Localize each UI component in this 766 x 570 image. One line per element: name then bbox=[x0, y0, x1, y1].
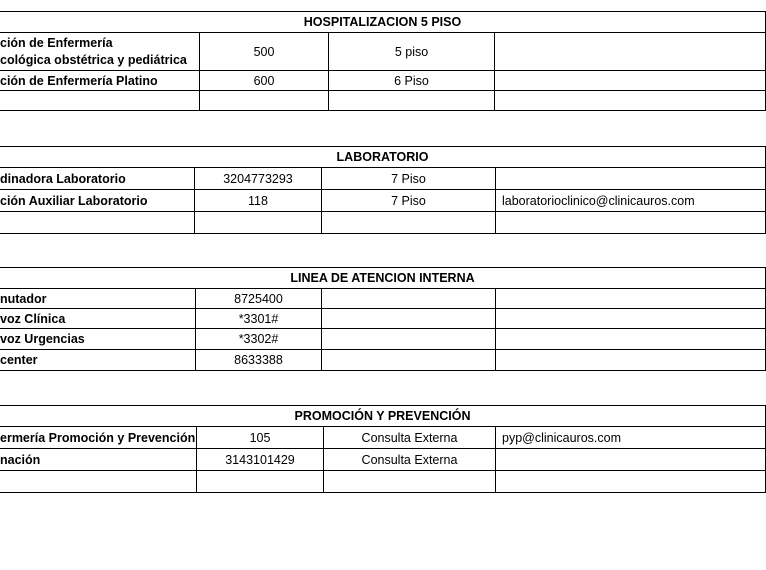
table-cell-name bbox=[0, 91, 200, 111]
table-cell-extension: *3302# bbox=[196, 329, 322, 350]
table-cell-email bbox=[496, 329, 766, 350]
table-cell-name: center bbox=[0, 350, 196, 371]
table-cell-email bbox=[496, 212, 766, 234]
table-cell-name: nación bbox=[0, 449, 197, 471]
table-cell-email bbox=[495, 33, 766, 71]
table-cell-location bbox=[322, 289, 496, 309]
table-cell-email bbox=[495, 91, 766, 111]
table-cell-extension: 3143101429 bbox=[197, 449, 324, 471]
table-cell-extension: 8633388 bbox=[196, 350, 322, 371]
table-cell-name: voz Urgencias bbox=[0, 329, 196, 350]
table-cell-extension: *3301# bbox=[196, 309, 322, 329]
section-header-promocion: PROMOCIÓN Y PREVENCIÓN bbox=[0, 405, 766, 427]
table-cell-extension bbox=[197, 471, 324, 493]
table-cell-extension: 8725400 bbox=[196, 289, 322, 309]
table-cell-email bbox=[496, 449, 766, 471]
table-cell-extension: 500 bbox=[200, 33, 329, 71]
table-cell-email bbox=[496, 289, 766, 309]
table-cell-location bbox=[322, 212, 496, 234]
table-cell-location: 6 Piso bbox=[329, 71, 495, 91]
table-cell-location: Consulta Externa bbox=[324, 449, 496, 471]
table-cell-name: ción de Enfermería Platino bbox=[0, 71, 200, 91]
table-cell-extension bbox=[200, 91, 329, 111]
table-cell-email bbox=[496, 168, 766, 190]
section-header-hospitalizacion: HOSPITALIZACION 5 PISO bbox=[0, 11, 766, 33]
table-cell-location: 5 piso bbox=[329, 33, 495, 71]
table-cell-location: Consulta Externa bbox=[324, 427, 496, 449]
table-cell-location bbox=[322, 309, 496, 329]
section-header-laboratorio: LABORATORIO bbox=[0, 146, 766, 168]
table-cell-name: ermería Promoción y Prevención bbox=[0, 427, 197, 449]
table-cell-name: voz Clínica bbox=[0, 309, 196, 329]
table-cell-location bbox=[322, 350, 496, 371]
table-cell-name: dinadora Laboratorio bbox=[0, 168, 195, 190]
table-cell-name: nutador bbox=[0, 289, 196, 309]
table-cell-email: pyp@clinicauros.com bbox=[496, 427, 766, 449]
table-cell-location: 7 Piso bbox=[322, 190, 496, 212]
table-cell-location bbox=[329, 91, 495, 111]
table-cell-extension: 3204773293 bbox=[195, 168, 322, 190]
table-cell-name bbox=[0, 471, 197, 493]
table-cell-location bbox=[322, 329, 496, 350]
table-cell-extension: 118 bbox=[195, 190, 322, 212]
table-cell-location bbox=[324, 471, 496, 493]
table-cell-email bbox=[496, 309, 766, 329]
table-cell-email: laboratorioclinico@clinicauros.com bbox=[496, 190, 766, 212]
table-cell-name: ción de Enfermería cológica obstétrica y pediátrica bbox=[0, 33, 200, 71]
table-cell-extension: 105 bbox=[197, 427, 324, 449]
table-cell-email bbox=[496, 471, 766, 493]
table-cell-extension bbox=[195, 212, 322, 234]
table-cell-extension: 600 bbox=[200, 71, 329, 91]
table-cell-name: ción Auxiliar Laboratorio bbox=[0, 190, 195, 212]
section-header-linea-atencion: LINEA DE ATENCION INTERNA bbox=[0, 267, 766, 289]
table-cell-email bbox=[495, 71, 766, 91]
table-cell-location: 7 Piso bbox=[322, 168, 496, 190]
table-cell-email bbox=[496, 350, 766, 371]
table-cell-name bbox=[0, 212, 195, 234]
